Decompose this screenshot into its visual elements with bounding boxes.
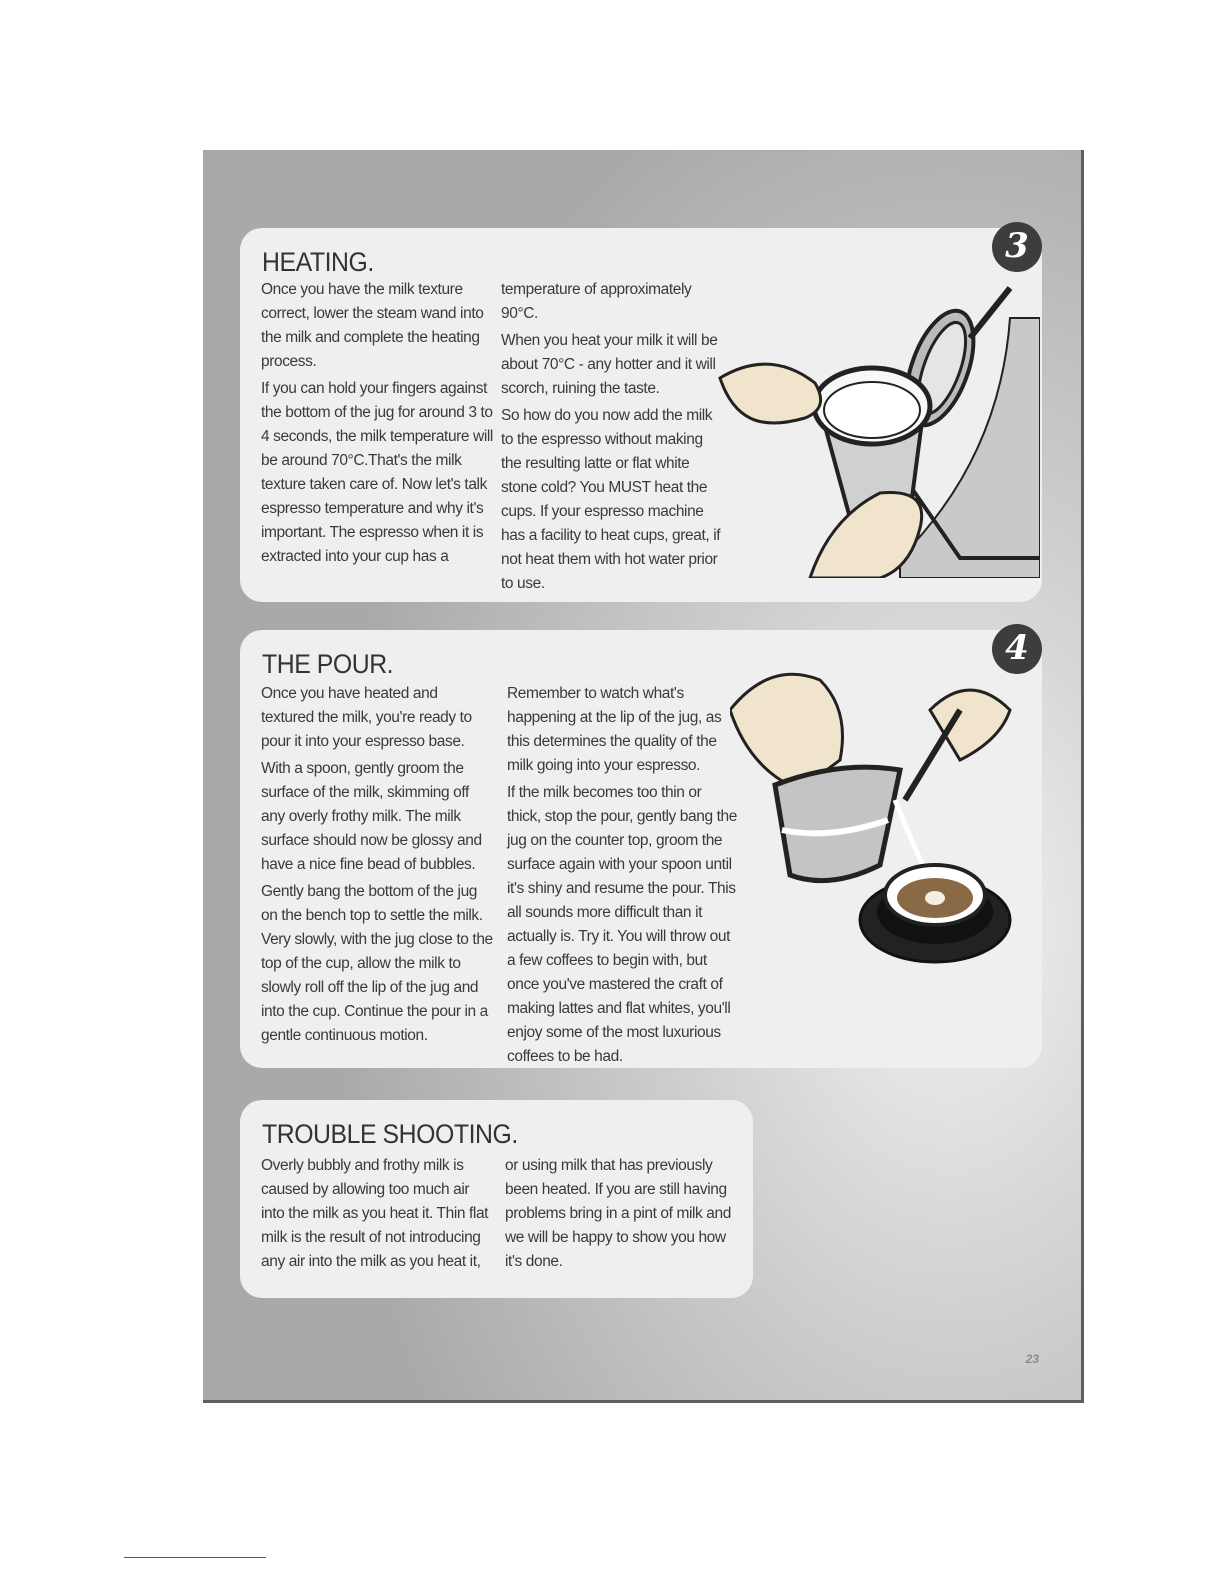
heating-col1-para-1: Once you have the milk texture correct, lower the steam wand into the milk and complete the heating process. — [261, 281, 484, 370]
pour-col2-para-2: If the milk becomes too thin or thick, stop the pour, gently bang the jug on the counter top, groom the surface again with your spoon until it's shiny and resume the pour. This all sounds more difficult than it actually is. Try it. You will throw out a few coffees to begin with, but once you've mastered the craft of making lattes and flat whites, you'll enjoy some of the most luxurious coffees to be had. — [507, 784, 737, 1065]
footnote-rule — [124, 1557, 266, 1558]
pour-col1-para-1: Once you have heated and textured the milk, you're ready to pour it into your espresso base. — [261, 685, 472, 750]
trouble-title: TROUBLE SHOOTING. — [262, 1119, 518, 1149]
heating-col2-para-1: temperature of approximately 90°C. — [501, 281, 692, 322]
trouble-col1-para-1: Overly bubbly and frothy milk is caused by allowing too much air into the milk as you heat it. Thin flat milk is the result of not introducing any air into the milk as you heat it, — [261, 1157, 489, 1270]
pour-col-1 — [261, 682, 493, 1051]
pour-card — [240, 630, 1042, 1068]
trouble-card — [240, 1100, 753, 1298]
trouble-col-1 — [261, 1154, 493, 1277]
trouble-col2-para-1: or using milk that has previously been heated. If you are still having problems bring in a pint of milk and we will be happy to show you how it's done. — [505, 1157, 731, 1270]
pour-col1-para-2: With a spoon, gently groom the surface of the milk, skimming off any overly frothy milk. The milk surface should now be glossy and have a nice fine bead of bubbles. — [261, 760, 482, 873]
step-4-badge: 4 — [992, 624, 1042, 674]
heating-title: HEATING. — [262, 247, 374, 277]
manual-page — [203, 150, 1084, 1403]
heating-card — [240, 228, 1042, 602]
page-number: 23 — [1025, 1352, 1039, 1366]
heating-col-2 — [501, 278, 723, 599]
pour-col1-para-3: Gently bang the bottom of the jug on the bench top to settle the milk. Very slowly, with the jug close to the top of the cup, allow the milk to slowly roll off the lip of the jug and into the cup. Continue the pour in a gentle continuous motion. — [261, 883, 493, 1044]
heating-col2-para-2: When you heat your milk it will be about 70°C - any hotter and it will scorch, ruining the taste. — [501, 332, 718, 397]
pour-col2-para-1: Remember to watch what's happening at the lip of the jug, as this determines the quality of the milk going into your espresso. — [507, 685, 722, 774]
milk-pour-illustration — [730, 650, 1030, 970]
heating-col2-para-3: So how do you now add the milk to the espresso without making the resulting latte or flat white stone cold? You MUST heat the cups. If your espresso machine has a facility to heat cups, great, if not heat them with hot water prior to use. — [501, 407, 721, 592]
heating-col1-para-2: If you can hold your fingers against the bottom of the jug for around 3 to 4 seconds, the milk temperature will be around 70°C.That's the milk texture taken care of. Now let's talk espresso temperature and why it's important. The espresso when it is extracted into your cup has a — [261, 380, 493, 565]
pour-col-2 — [507, 682, 739, 1072]
trouble-col-2 — [505, 1154, 737, 1277]
step-3-badge: 3 — [992, 222, 1042, 272]
heating-col-1 — [261, 278, 493, 572]
steam-wand-illustration — [710, 258, 1040, 578]
pour-title: THE POUR. — [262, 649, 394, 679]
